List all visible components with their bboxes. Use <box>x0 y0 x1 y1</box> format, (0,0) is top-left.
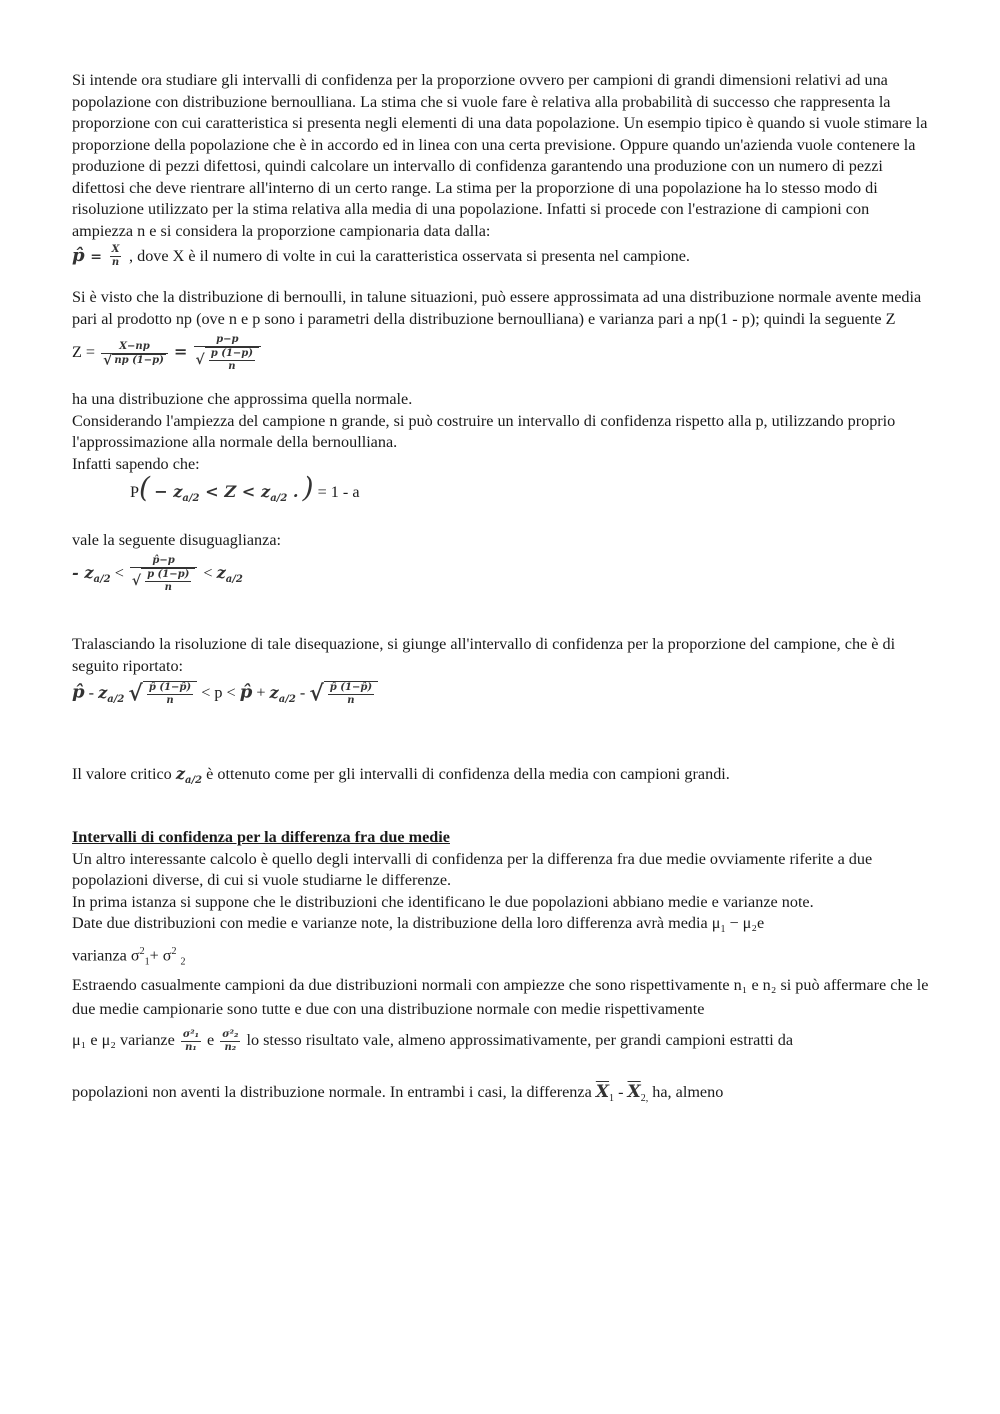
inequality-formula: - $z_{a/2}$ < p̂−p √ $\frac{p (1-p)}{n}$ < $z_{a/2}$ <box>72 555 243 594</box>
z-formula: Z = $\frac{X-np}{√ np (1-p)}$ = p−p √ $\frac{p (1-p)}{n}$ <box>72 334 932 373</box>
paragraph-approx-normal: ha una distribuzione che approssima quella normale. <box>72 390 413 408</box>
paragraph-bernoulli-normal: Si è visto che la distribuzione di bernoulli, in talune situazioni, può essere approssimata ad una distribuzione normale avente media pari al prodotto np (ove n e p sono i parametri della distribuzione bernoulliana) e varianza pari a np(1 - p); quindi la seguente Z <box>72 288 922 328</box>
p-hat-formula: p̂ = $\frac{X}{n}$ <box>72 244 120 268</box>
paragraph-large-sample: Considerando l'ampiezza del campione n grande, si può costruire un intervallo di confidenza rispetto alla p, utilizzando proprio l'approssimazione alla normale della bernoulliana. <box>72 411 896 451</box>
p-hat-definition: p̂ = $\frac{X}{n}$ , dove X è il numero di volte in cui la caratteristica osservata si presenta nel campione. <box>72 244 690 268</box>
paragraph-sampling: Estraendo casualmente campioni da due distribuzioni normali con ampiezze che sono rispettivamente n₁ e n₂ si può affermare che le due medie campionarie sono tutte e due con una distribuzione normale con medie rispettivamente <box>72 976 929 1019</box>
document-page <box>72 70 932 1110</box>
probability-formula: $P( - z_{a/2} < Z < z_{a/2}$ . ) = 1 - a <box>130 471 360 505</box>
paragraph-interval-result: Tralasciando la risoluzione di tale disequazione, si giunge all'intervallo di confidenza per la proporzione del campione, che è di seguito riportato: <box>72 635 896 675</box>
paragraph-intro: Si intende ora studiare gli intervalli di confidenza per la proporzione ovvero per campioni di grandi dimensioni relativi ad una popolazione con distribuzione bernoulliana. La stima che si vuole fare è relativa alla probabilità di successo che rappresenta la proporzione con cui caratteristica si presenta negli elementi di una data popolazione. Un esempio tipico è quando si vuole stimare la proporzione della popolazione che è in accordo ed in linea con una certa previsione. Oppure quando un'azienda vuole contenere la produzione di pezzi difettosi, quindi calcolare un intervallo di confidenza garantendo una produzione con un numero di pezzi difettosi che deve rientrare all'interno di un certo range. La stima per la proporzione di una popolazione ha lo stesso modo di risoluzione utilizzato per la stima relativa alla media di una popolazione. Infatti si procede con l'estrazione di campioni con ampiezza n e si considera la proporzione campionaria data dalla: <box>72 71 928 240</box>
paragraph-difference-mean: Date due distribuzioni con medie e varianze note, la distribuzione della loro differenza avrà media $\mu_1 - \mu_2e$ <box>72 914 765 936</box>
paragraph-critical-value: Il valore critico $z_{a/2}$ è ottenuto come per gli intervalli di confidenza della media con campioni grandi. <box>72 763 730 786</box>
paragraph-variances: μ₁ e μ₂ varianze $\frac{\text{σ²₁}}{\text{n₁}}$ e $\frac{\text{σ²₂}}{\text{n₂}}$ lo stesso risultato vale, almeno approssimativamente, per grandi campioni estratti da <box>72 1029 794 1054</box>
section-heading: Intervalli di confidenza per la differenza fra due medie <box>72 828 450 847</box>
confidence-interval-formula: p̂ - $z_{a/2}$ √ $\frac{p̂ (1-p̂)}{n}$ < p < p̂ + $z_{a/2}$ - √ $\frac{p̂ (1-p̂)}{n}$ <box>72 681 932 710</box>
paragraph-known-params: In prima istanza si suppone che le distribuzioni che identificano le due popolazioni abbiano medie e varianze note. <box>72 892 814 911</box>
paragraph-sapendo: Infatti sapendo che: <box>72 454 200 473</box>
paragraph-disuguaglianza: vale la seguente disuguaglianza: <box>72 530 282 549</box>
paragraph-difference-variance: varianza $\sigma^2_1+ \sigma^2$ $_2$ <box>72 946 186 968</box>
paragraph-difference-sample-means: popolazioni non aventi la distribuzione normale. In entrambi i casi, la differenza $\overline{X}_1 - \overline{X}_{2,}$ ha, almeno <box>72 1082 724 1105</box>
paragraph-two-means: Un altro interessante calcolo è quello degli intervalli di confidenza per la differenza fra due medie ovviamente riferite a due popolazioni diverse, di cui si vuole studiarne le differenze. <box>72 849 873 890</box>
